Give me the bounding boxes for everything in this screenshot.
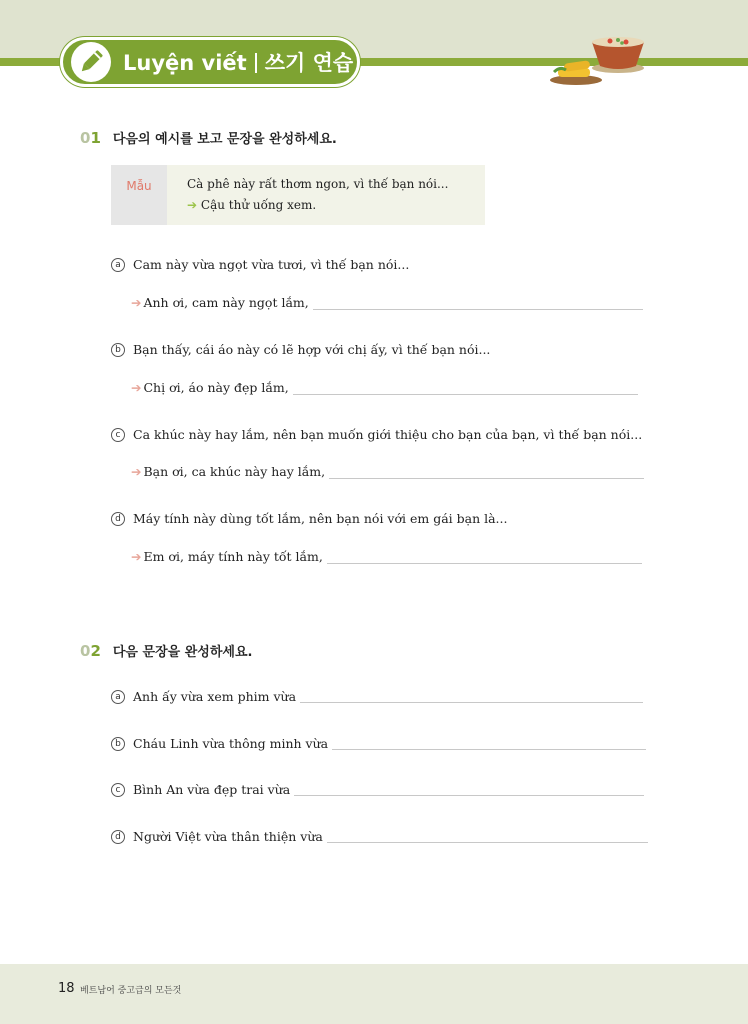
- item-marker: a: [111, 690, 125, 704]
- item-text: Anh ấy vừa xem phim vừa: [133, 689, 297, 704]
- answer-blank[interactable]: [327, 551, 642, 564]
- list-item: [111, 427, 642, 442]
- item-marker: d: [111, 830, 125, 844]
- arrow-icon: ➔: [131, 380, 142, 395]
- title-korean: 쓰기 연습: [264, 51, 354, 75]
- list-item: [111, 736, 646, 751]
- item-text: Cháu Linh vừa thông minh vừa: [133, 736, 329, 751]
- sample-answer: [187, 198, 316, 212]
- item-marker: a: [111, 258, 125, 272]
- answer-row: [131, 464, 644, 479]
- answer-row: [131, 380, 638, 395]
- answer-blank[interactable]: [327, 830, 648, 843]
- answer-blank[interactable]: [293, 382, 638, 395]
- page-number: 18: [58, 981, 75, 996]
- arrow-icon: ➔: [187, 198, 198, 212]
- question-number-digit: 2: [90, 642, 101, 660]
- question-number: [80, 129, 101, 147]
- item-marker: d: [111, 512, 125, 526]
- item-marker: b: [111, 737, 125, 751]
- item-prompt: Bạn thấy, cái áo này có lẽ hợp với chị ấy, vì thế bạn nói...: [133, 342, 491, 357]
- arrow-icon: ➔: [131, 295, 142, 310]
- item-prompt: Cam này vừa ngọt vừa tươi, vì thế bạn nói...: [133, 257, 410, 272]
- question-1-instruction: 다음의 예시를 보고 문장을 완성하세요.: [112, 132, 337, 147]
- book-title: 베트남어 중고급의 모든것: [80, 986, 182, 996]
- answer-start: Bạn ơi, ca khúc này hay lắm,: [143, 464, 326, 479]
- list-item: [111, 257, 409, 272]
- answer-blank[interactable]: [294, 783, 644, 796]
- answer-blank[interactable]: [300, 690, 643, 703]
- item-text: Người Việt vừa thân thiện vừa: [133, 829, 323, 844]
- question-number-prefix: 0: [80, 129, 91, 147]
- question-number-digit: 1: [90, 129, 101, 147]
- answer-blank[interactable]: [313, 297, 643, 310]
- section-title: [123, 47, 353, 77]
- sample-answer-text: Cậu thử uống xem.: [200, 198, 317, 212]
- answer-row: [131, 295, 643, 310]
- sample-tag: Mẫu: [111, 165, 167, 225]
- question-number: [80, 642, 101, 660]
- sample-box: [111, 165, 485, 225]
- title-separator: [255, 53, 257, 73]
- answer-start: Em ơi, máy tính này tốt lắm,: [143, 549, 323, 564]
- answer-blank[interactable]: [332, 737, 646, 750]
- item-marker: c: [111, 428, 125, 442]
- section-title-banner: [60, 37, 360, 87]
- item-prompt: Máy tính này dùng tốt lắm, nên bạn nói với em gái bạn là...: [133, 511, 508, 526]
- item-text: Bình An vừa đẹp trai vừa: [133, 782, 291, 797]
- list-item: [111, 829, 648, 844]
- pencil-icon: [71, 42, 111, 82]
- question-2-header: [80, 641, 252, 660]
- answer-row: [131, 549, 642, 564]
- title-vietnamese: Luyện viết: [123, 51, 247, 75]
- arrow-icon: ➔: [131, 549, 142, 564]
- item-prompt: Ca khúc này hay lắm, nên bạn muốn giới thiệu cho bạn của bạn, vì thế bạn nói...: [133, 427, 643, 442]
- item-marker: c: [111, 783, 125, 797]
- sample-prompt: Cà phê này rất thơm ngon, vì thế bạn nói...: [187, 177, 449, 191]
- food-bowl-icon: [548, 32, 648, 88]
- list-item: [111, 782, 644, 797]
- question-2-instruction: 다음 문장을 완성하세요.: [112, 645, 253, 660]
- question-number-prefix: 0: [80, 642, 91, 660]
- arrow-icon: ➔: [131, 464, 142, 479]
- answer-start: Chị ơi, áo này đẹp lắm,: [143, 380, 289, 395]
- list-item: [111, 511, 507, 526]
- item-marker: b: [111, 343, 125, 357]
- answer-start: Anh ơi, cam này ngọt lắm,: [143, 295, 309, 310]
- list-item: [111, 689, 643, 704]
- question-1-header: [80, 128, 337, 147]
- answer-blank[interactable]: [329, 466, 644, 479]
- list-item: [111, 342, 490, 357]
